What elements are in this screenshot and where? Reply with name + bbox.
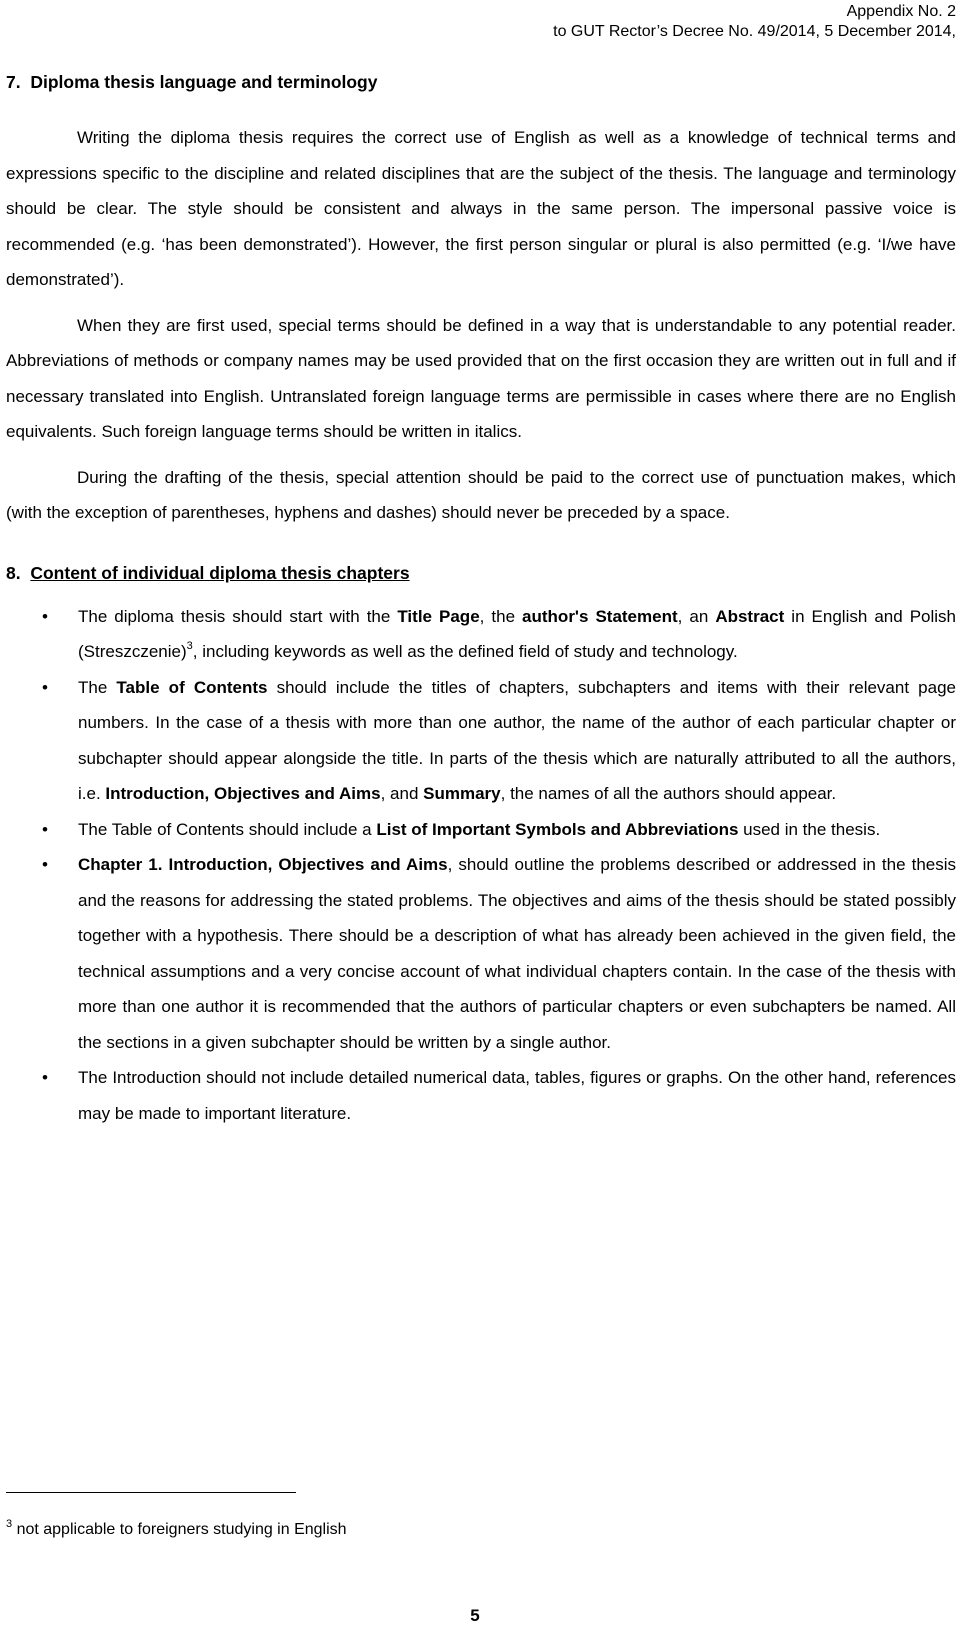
list-item	[6, 599, 956, 670]
section-8-list	[6, 599, 956, 1132]
item-text: The	[78, 677, 117, 697]
list-item	[6, 812, 956, 848]
item-text: should include the titles of chapters, subchapters and items with their relevant page numbers. In the case of a thesis with more than one author, the name of the author of each particular chapter or subchapter should appear alongside the title. In parts of the thesis which are naturally attributed to all the authors, i.e.	[78, 677, 956, 803]
bullet-icon: •	[42, 855, 48, 874]
item-text: , should outline the problems described or addressed in the thesis and the reasons for addressing the stated problems. The objectives and aims of the thesis should be stated possibly together with a hypothesis. There should be a description of what has already been achieved in the given field, the technical assumptions and a very concise account of what individual chapters contain. In the case of the thesis with more than one author it is recommended that the authors of particular chapters or even subchapters be named. All the sections in a given subchapter should be written by a single author.	[78, 855, 957, 1052]
section-7-number: 7.	[6, 72, 21, 92]
item-text: , and	[380, 784, 424, 803]
footnote	[6, 1520, 347, 1540]
item-bold-text: Title Page	[397, 606, 480, 626]
item-bold-text: Introduction, Objectives and Aims	[105, 784, 381, 803]
footnote-text: not applicable to foreigners studying in English	[12, 1521, 347, 1538]
header-decree: to GUT Rector’s Decree No. 49/2014, 5 December 2014,	[553, 23, 956, 40]
footnote-marker: 3	[6, 1518, 13, 1530]
bullet-icon: •	[42, 606, 48, 626]
footnote-reference: 3	[186, 640, 193, 652]
main-content	[6, 70, 956, 1131]
footnote-separator	[6, 1492, 296, 1493]
item-text: The Introduction should not include detailed numerical data, tables, figures or graphs. On the other hand, references may be made to important literature.	[78, 1068, 956, 1123]
list-item	[6, 1060, 956, 1131]
item-text: The diploma thesis should start with the	[78, 606, 398, 626]
item-bold-text: Table of Contents	[116, 677, 268, 697]
section-7-paragraph-1: Writing the diploma thesis requires the correct use of English as well as a knowledge of technical terms and expressions specific to the discipline and related disciplines that are the subject of the thesis. The language and terminology should be clear. The style should be consistent and always in the same person. The impersonal passive voice is recommended (e.g. ‘has been demonstrated’). However, the first person singular or plural is also permitted (e.g. ‘I/we have demonstrated’).	[6, 128, 956, 289]
section-7-paragraph-2: When they are first used, special terms should be defined in a way that is understandable to any potential reader. Abbreviations of methods or company names may be used provided that on the first occasion they are written out in full and if necessary translated into English. Untranslated foreign language terms are permissible in cases where there are no English equivalents. Such foreign language terms should be written in italics.	[6, 315, 956, 441]
header-appendix: Appendix No. 2	[846, 3, 956, 20]
section-8-title: Content of individual diploma thesis chapters	[30, 562, 410, 583]
item-text: , the names of all the authors should appear.	[500, 784, 837, 803]
item-bold-text: List of Important Symbols and Abbreviations	[376, 819, 739, 839]
item-bold-text: author's Statement	[522, 606, 678, 626]
item-text: , including keywords as well as the defined field of study and technology.	[192, 642, 738, 661]
item-text: in English and Polish (Streszczenie)	[78, 606, 956, 661]
section-8-heading	[6, 561, 956, 585]
list-item	[6, 670, 956, 812]
item-text: The Table of Contents should include a	[78, 819, 377, 839]
item-bold-text: Abstract	[715, 606, 785, 626]
item-text: used in the thesis.	[738, 819, 881, 839]
section-7-title: Diploma thesis language and terminology	[30, 72, 378, 92]
item-text: , the	[479, 606, 523, 626]
section-8-number: 8.	[6, 562, 21, 583]
list-item	[6, 847, 956, 1060]
item-text: , an	[677, 606, 716, 626]
item-bold-text: Chapter 1. Introduction, Objectives and Aims	[78, 855, 448, 874]
section-7-paragraph-3: During the drafting of the thesis, special attention should be paid to the correct use of punctuation makes, which (with the exception of parentheses, hyphens and dashes) should never be preceded by a space.	[6, 467, 956, 522]
section-7-heading	[6, 70, 956, 94]
page-number: 5	[470, 1606, 480, 1625]
bullet-icon: •	[42, 677, 48, 697]
page-header	[553, 2, 956, 42]
bullet-icon: •	[42, 1068, 48, 1087]
item-bold-text: Summary	[423, 784, 501, 803]
bullet-icon: •	[42, 819, 48, 839]
